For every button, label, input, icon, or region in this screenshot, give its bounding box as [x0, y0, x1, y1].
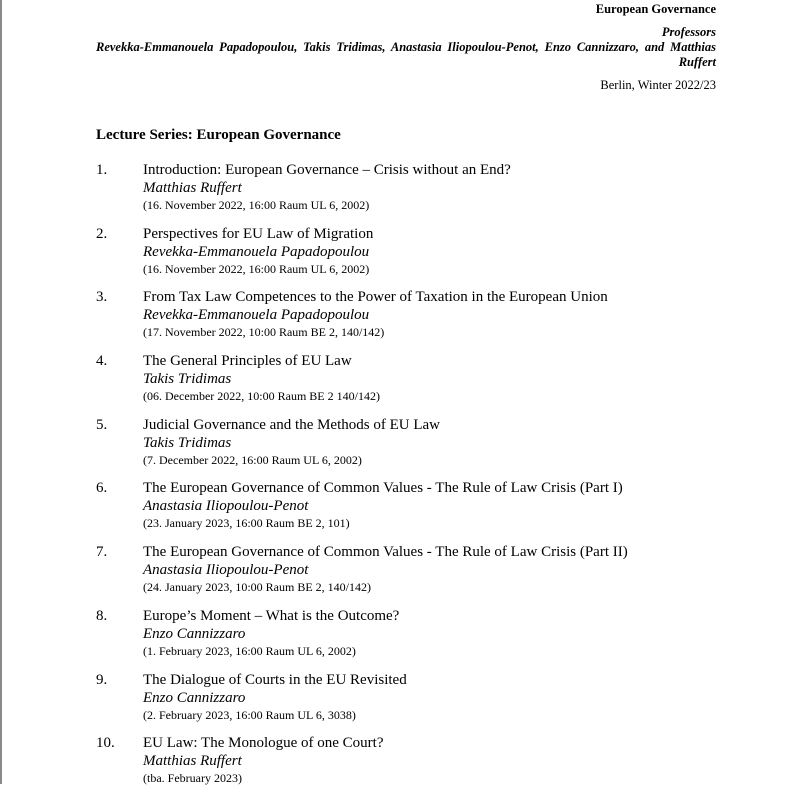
lecture-title: From Tax Law Competences to the Power of Taxation in the European Union	[143, 289, 608, 306]
lecture-speaker: Anastasia Iliopoulou-Penot	[143, 498, 309, 515]
lecture-date-room: (17. November 2022, 10:00 Raum BE 2, 140/142)	[143, 325, 385, 340]
series-title: Lecture Series: European Governance	[96, 127, 341, 143]
lecture-date-room: (06. December 2022, 10:00 Raum BE 2 140/142)	[143, 389, 380, 404]
header-organization: European Governance	[595, 2, 716, 16]
lecture-date-room: (1. February 2023, 16:00 Raum UL 6, 2002)	[143, 643, 356, 658]
lecture-speaker: Revekka-Emmanouela Papadopoulou	[143, 307, 370, 324]
lecture-number: 6.	[96, 480, 108, 497]
lecture-speaker: Enzo Cannizzaro	[143, 625, 246, 642]
lecture-item	[96, 734, 716, 798]
lecture-item	[96, 543, 716, 607]
lecture-speaker: Enzo Cannizzaro	[143, 689, 246, 706]
lecture-title: The European Governance of Common Values - The Rule of Law Crisis (Part I)	[143, 480, 623, 497]
place-and-term: Berlin, Winter 2022/23	[600, 78, 716, 92]
lecture-date-room: (7. December 2022, 16:00 Raum UL 6, 2002)	[143, 452, 362, 467]
lecture-number: 5.	[96, 416, 108, 433]
lecture-date-room: (tba. February 2023)	[143, 771, 242, 786]
lecture-title: EU Law: The Monologue of one Court?	[143, 735, 384, 752]
lecture-title: Perspectives for EU Law of Migration	[143, 225, 374, 242]
page-left-edge	[0, 0, 2, 784]
lecture-title: Judicial Governance and the Methods of EU Law	[143, 416, 440, 433]
lecture-date-room: (24. January 2023, 10:00 Raum BE 2, 140/142)	[143, 580, 371, 595]
lecture-date-room: (16. November 2022, 16:00 Raum UL 6, 2002)	[143, 261, 370, 276]
lecture-title: Europe’s Moment – What is the Outcome?	[143, 607, 400, 624]
document-header	[96, 2, 716, 93]
lecture-speaker: Matthias Ruffert	[143, 753, 242, 770]
professors-label: Professors	[661, 25, 716, 39]
lecture-number: 8.	[96, 607, 108, 624]
lecture-number: 10.	[96, 735, 115, 752]
lecture-speaker: Anastasia Iliopoulou-Penot	[143, 562, 309, 579]
lecture-speaker: Takis Tridimas	[143, 371, 232, 388]
lecture-date-room: (16. November 2022, 16:00 Raum UL 6, 2002)	[143, 198, 370, 212]
lecture-number: 1.	[96, 162, 108, 178]
lecture-number: 3.	[96, 289, 108, 306]
lecture-date-room: (23. January 2023, 16:00 Raum BE 2, 101)	[143, 516, 350, 531]
lecture-speaker: Takis Tridimas	[143, 434, 232, 451]
lecture-number: 7.	[96, 544, 108, 561]
professors-list: Revekka-Emmanouela Papadopoulou, Takis Tridimas, Anastasia Iliopoulou-Penot, Enzo Cannizzaro, and Matthias Ruffert	[96, 40, 716, 69]
lecture-item	[96, 161, 716, 225]
lecture-item	[96, 288, 716, 352]
lecture-item	[96, 225, 716, 289]
lecture-title: Introduction: European Governance – Crisis without an End?	[143, 162, 511, 178]
lecture-number: 4.	[96, 353, 108, 370]
lecture-title: The Dialogue of Courts in the EU Revisited	[143, 671, 407, 688]
lecture-item	[96, 479, 716, 543]
lecture-speaker: Revekka-Emmanouela Papadopoulou	[143, 243, 370, 260]
lecture-list	[96, 161, 716, 798]
lecture-number: 9.	[96, 671, 108, 688]
lecture-item	[96, 352, 716, 416]
lecture-item	[96, 416, 716, 480]
lecture-date-room: (2. February 2023, 16:00 Raum UL 6, 3038)	[143, 707, 356, 722]
lecture-item	[96, 671, 716, 735]
lecture-title: The European Governance of Common Values - The Rule of Law Crisis (Part II)	[143, 544, 628, 561]
lecture-title: The General Principles of EU Law	[143, 353, 352, 370]
lecture-item	[96, 607, 716, 671]
lecture-speaker: Matthias Ruffert	[143, 180, 242, 196]
lecture-number: 2.	[96, 225, 108, 242]
